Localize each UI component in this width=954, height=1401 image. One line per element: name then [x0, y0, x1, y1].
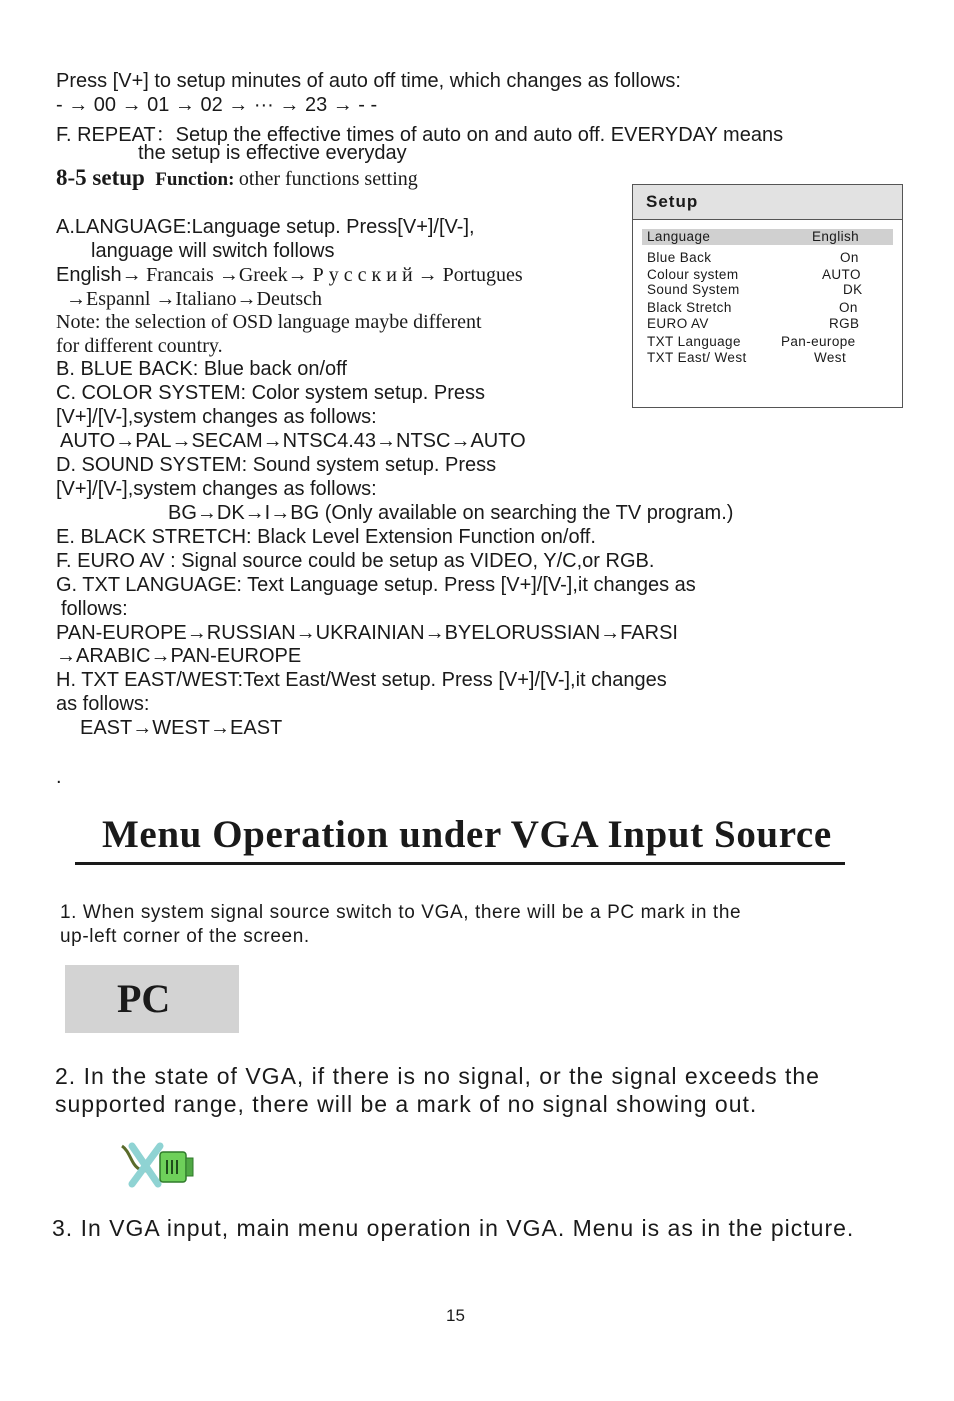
function-description: other functions setting — [238, 168, 418, 190]
language-list: Francais →Greek→ Р у с с к и й → Portugues — [146, 264, 523, 286]
setup-label: Colour system — [647, 267, 739, 282]
setup-label: Black Stretch — [647, 300, 732, 315]
setup-row-blue-back — [642, 250, 893, 266]
stray-dot: . — [56, 766, 62, 788]
setup-value: English — [812, 229, 860, 244]
color-system-sequence: AUTO→PAL→SECAM→NTSC4.43→NTSC→AUTO — [60, 430, 526, 452]
sound-system-item: D. SOUND SYSTEM: Sound system setup. Press — [56, 454, 497, 476]
no-signal-icon — [120, 1140, 196, 1194]
auto-off-instruction: Press [V+] to setup minutes of auto off time, which changes as follows: — [56, 70, 681, 92]
setup-value: On — [839, 300, 858, 315]
title-underline — [75, 862, 845, 865]
setup-label: TXT East/ West — [647, 350, 747, 365]
vga-paragraph-1-cont: up-left corner of the screen. — [60, 926, 310, 947]
black-stretch-item: E. BLACK STRETCH: Black Level Extension Function on/off. — [56, 526, 596, 548]
pc-mark-label: PC — [117, 976, 171, 1021]
sound-system-item-cont: [V+]/[V-],system changes as follows: — [56, 478, 377, 500]
txt-east-west-item-cont: as follows: — [56, 693, 150, 715]
color-system-item-cont: [V+]/[V-],system changes as follows: — [56, 406, 377, 428]
vga-paragraph-2: 2. In the state of VGA, if there is no signal, or the signal exceeds the — [55, 1063, 820, 1089]
txt-east-west-sequence: EAST→WEST→EAST — [80, 717, 283, 739]
language-item: A.LANGUAGE:Language setup. Press[V+]/[V-], — [56, 216, 475, 238]
setup-label: Sound System — [647, 282, 740, 297]
language-note: Note: the selection of OSD language maybe different — [56, 311, 482, 333]
setup-row-euro-av — [642, 316, 893, 332]
blue-back-item: B. BLUE BACK: Blue back on/off — [56, 358, 347, 380]
setup-value: Pan-europe — [781, 334, 856, 349]
language-sequence-1 — [56, 264, 523, 287]
repeat-instruction: F. REPEAT：Setup the effective times of auto on and auto off. EVERYDAY means — [56, 124, 784, 146]
function-label: Function: — [155, 169, 235, 190]
language-english: English→ — [56, 264, 142, 286]
txt-language-sequence-2: →ARABIC→PAN-EUROPE — [56, 645, 302, 667]
txt-language-sequence-1: PAN-EUROPE→RUSSIAN→UKRAINIAN→BYELORUSSIAN→FARSI — [56, 622, 678, 644]
language-item-cont: language will switch follows — [91, 240, 335, 262]
setup-label: Blue Back — [647, 250, 712, 265]
vga-paragraph-1: 1. When system signal source switch to VGA, there will be a PC mark in the — [60, 902, 742, 923]
setup-row-sound-system — [642, 282, 893, 298]
section-number: 8-5 setup — [56, 165, 145, 190]
setup-value: RGB — [829, 316, 860, 331]
setup-row-txt-language — [642, 334, 893, 350]
color-system-item: C. COLOR SYSTEM: Color system setup. Press — [56, 382, 485, 404]
vga-paragraph-3: 3. In VGA input, main menu operation in VGA. Menu is as in the picture. — [52, 1215, 855, 1241]
page-number: 15 — [446, 1306, 465, 1325]
setup-row-black-stretch — [642, 300, 893, 316]
repeat-instruction-cont: the setup is effective everyday — [138, 142, 407, 164]
setup-label: Language — [647, 229, 711, 244]
language-sequence-2: →Espannl →Italiano→Deutsch — [66, 288, 323, 310]
setup-value: DK — [843, 282, 863, 297]
auto-off-sequence: - → 00 → 01 → 02 → ··· → 23 → - - — [56, 94, 378, 116]
setup-label: EURO AV — [647, 316, 709, 331]
txt-language-item-cont: follows: — [61, 598, 128, 620]
section-heading — [56, 165, 418, 191]
sound-system-sequence: BG→DK→I→BG (Only available on searching the TV program.) — [168, 502, 734, 524]
setup-value: AUTO — [822, 267, 861, 282]
txt-east-west-item: H. TXT EAST/WEST:Text East/West setup. Press [V+]/[V-],it changes — [56, 669, 667, 691]
language-note-cont: for different country. — [56, 335, 223, 357]
vga-paragraph-2-cont: supported range, there will be a mark of no signal showing out. — [55, 1091, 758, 1117]
txt-language-item: G. TXT LANGUAGE: Text Language setup. Press [V+]/[V-],it changes as — [56, 574, 696, 596]
pc-mark — [65, 965, 239, 1033]
setup-menu-title: Setup — [633, 185, 902, 220]
setup-row-txt-east-west — [642, 350, 893, 366]
setup-label: TXT Language — [647, 334, 741, 349]
setup-menu-panel — [632, 184, 903, 408]
setup-value: On — [840, 250, 859, 265]
euro-av-item: F. EURO AV : Signal source could be setup as VIDEO, Y/C,or RGB. — [56, 550, 655, 572]
vga-section-title: Menu Operation under VGA Input Source — [102, 813, 832, 856]
setup-row-colour-system — [642, 267, 893, 283]
setup-value: West — [814, 350, 847, 365]
setup-row-language — [642, 229, 893, 245]
